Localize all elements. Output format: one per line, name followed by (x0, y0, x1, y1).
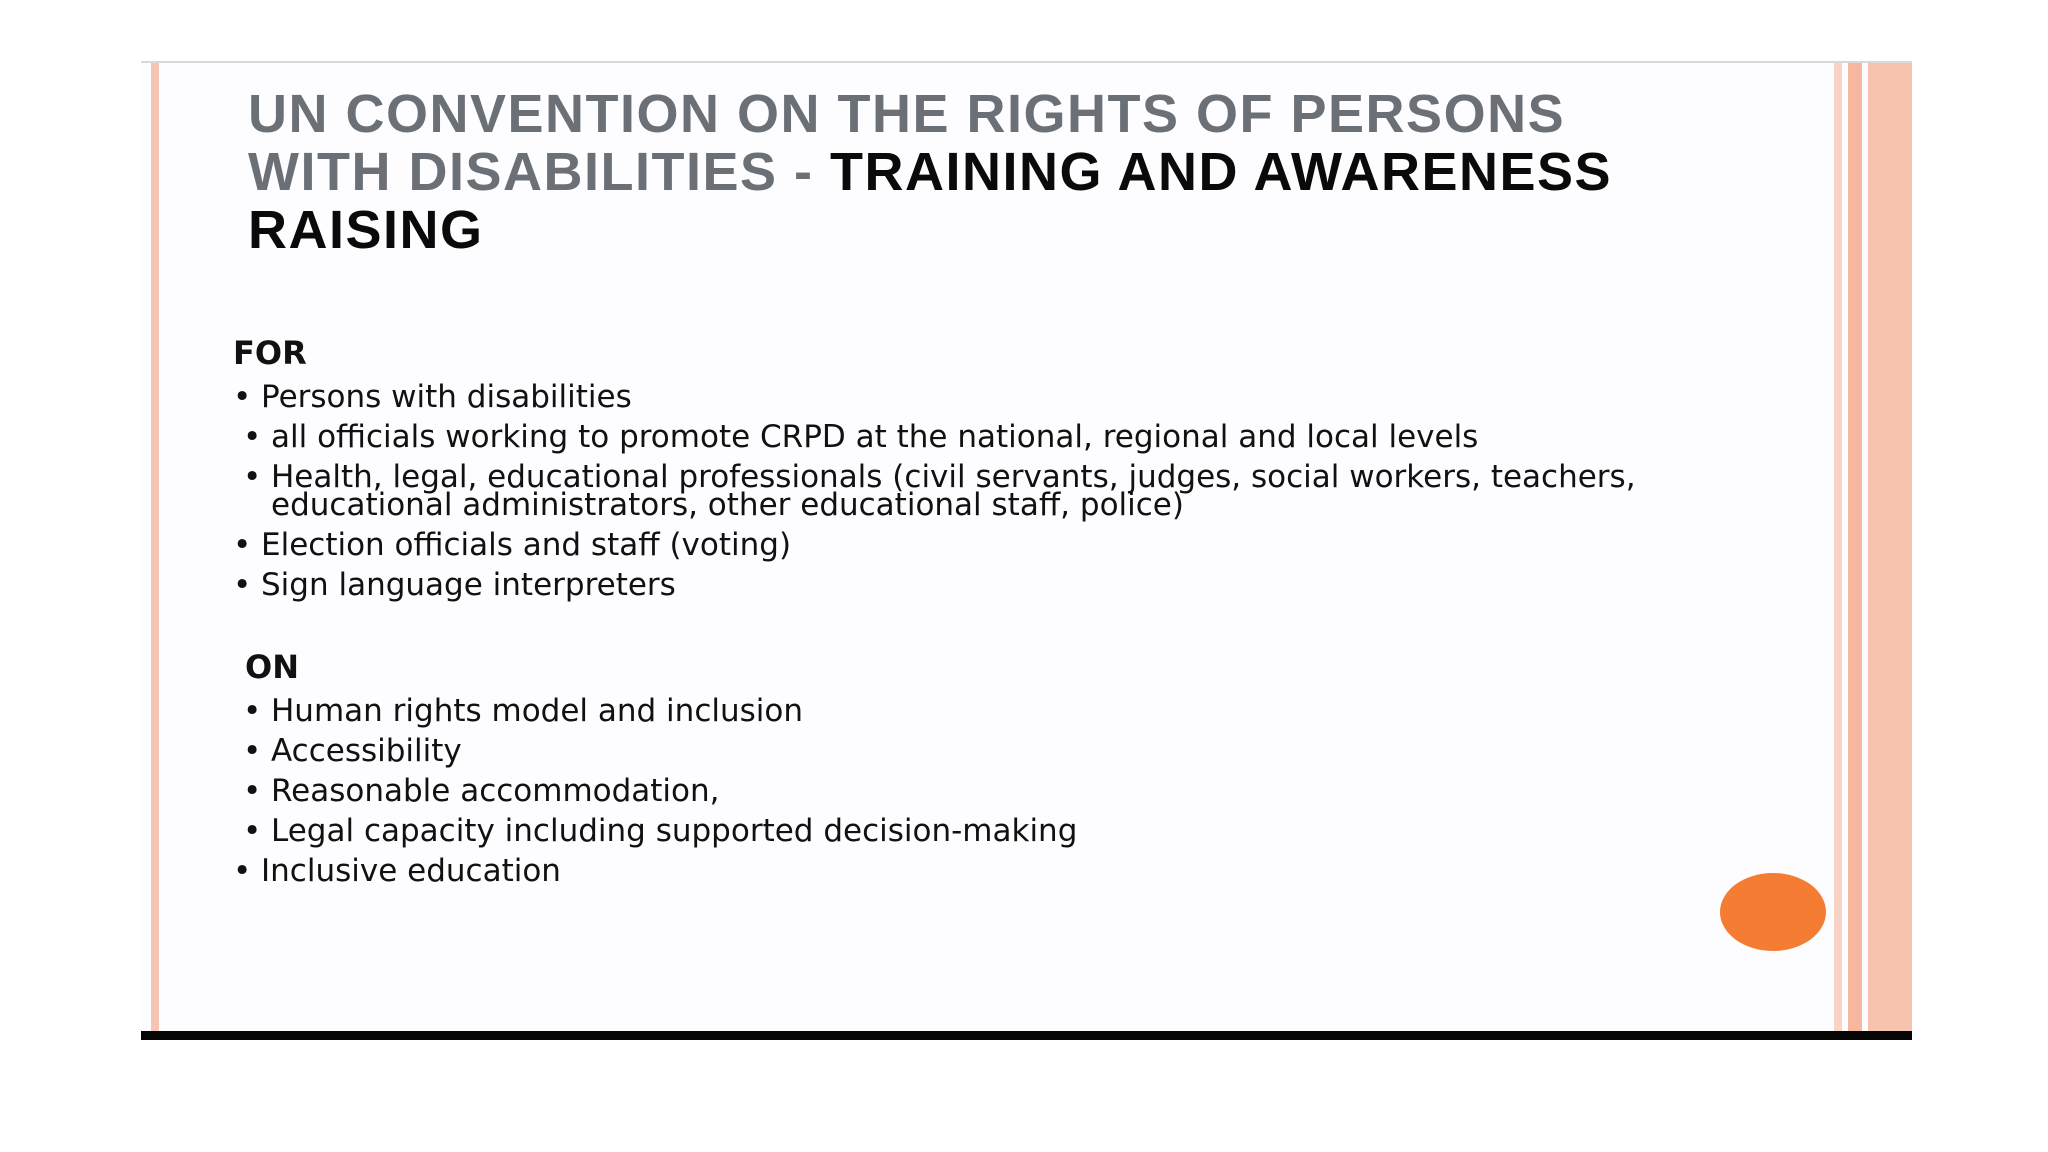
slide (141, 61, 1912, 1031)
orange-circle-decoration (1720, 873, 1826, 951)
left-decorative-stripe (151, 63, 159, 1031)
list-item: • Legal capacity including supported decision-making (243, 811, 1793, 851)
slide-title-part2: TRAINING AND AWARENESS RAISING (248, 142, 1613, 260)
slide-bottom-border (141, 1031, 1912, 1040)
list-item: • Human rights model and inclusion (243, 691, 1793, 731)
right-decorative-stripe-wide (1868, 63, 1912, 1031)
on-list (233, 691, 1793, 891)
section-spacer (233, 605, 1793, 649)
list-item: • Election officials and staff (voting) (233, 525, 1793, 565)
right-decorative-stripe-thin (1834, 63, 1842, 1031)
slide-content (233, 335, 1793, 891)
list-item: • Accessibility (243, 731, 1793, 771)
list-item: • Reasonable accommodation, (243, 771, 1793, 811)
list-item: • Inclusive education (233, 851, 1793, 891)
on-section-label: ON (245, 648, 299, 686)
list-item: • Health, legal, educational professionals (civil servants, judges, social workers, teachers, educational administrators, other educational staff, police) (243, 457, 1793, 525)
right-decorative-stripe-mid (1848, 63, 1862, 1031)
for-section-label: FOR (233, 334, 307, 372)
list-item: • all officials working to promote CRPD at the national, regional and local levels (243, 417, 1793, 457)
list-item: • Persons with disabilities (233, 377, 1793, 417)
list-item: • Sign language interpreters (233, 565, 1793, 605)
slide-title (248, 85, 1698, 259)
for-list (233, 377, 1793, 605)
slide-title-part1: UN CONVENTION ON THE RIGHTS OF PERSONS WITH DISABILITIES - (248, 84, 1566, 202)
